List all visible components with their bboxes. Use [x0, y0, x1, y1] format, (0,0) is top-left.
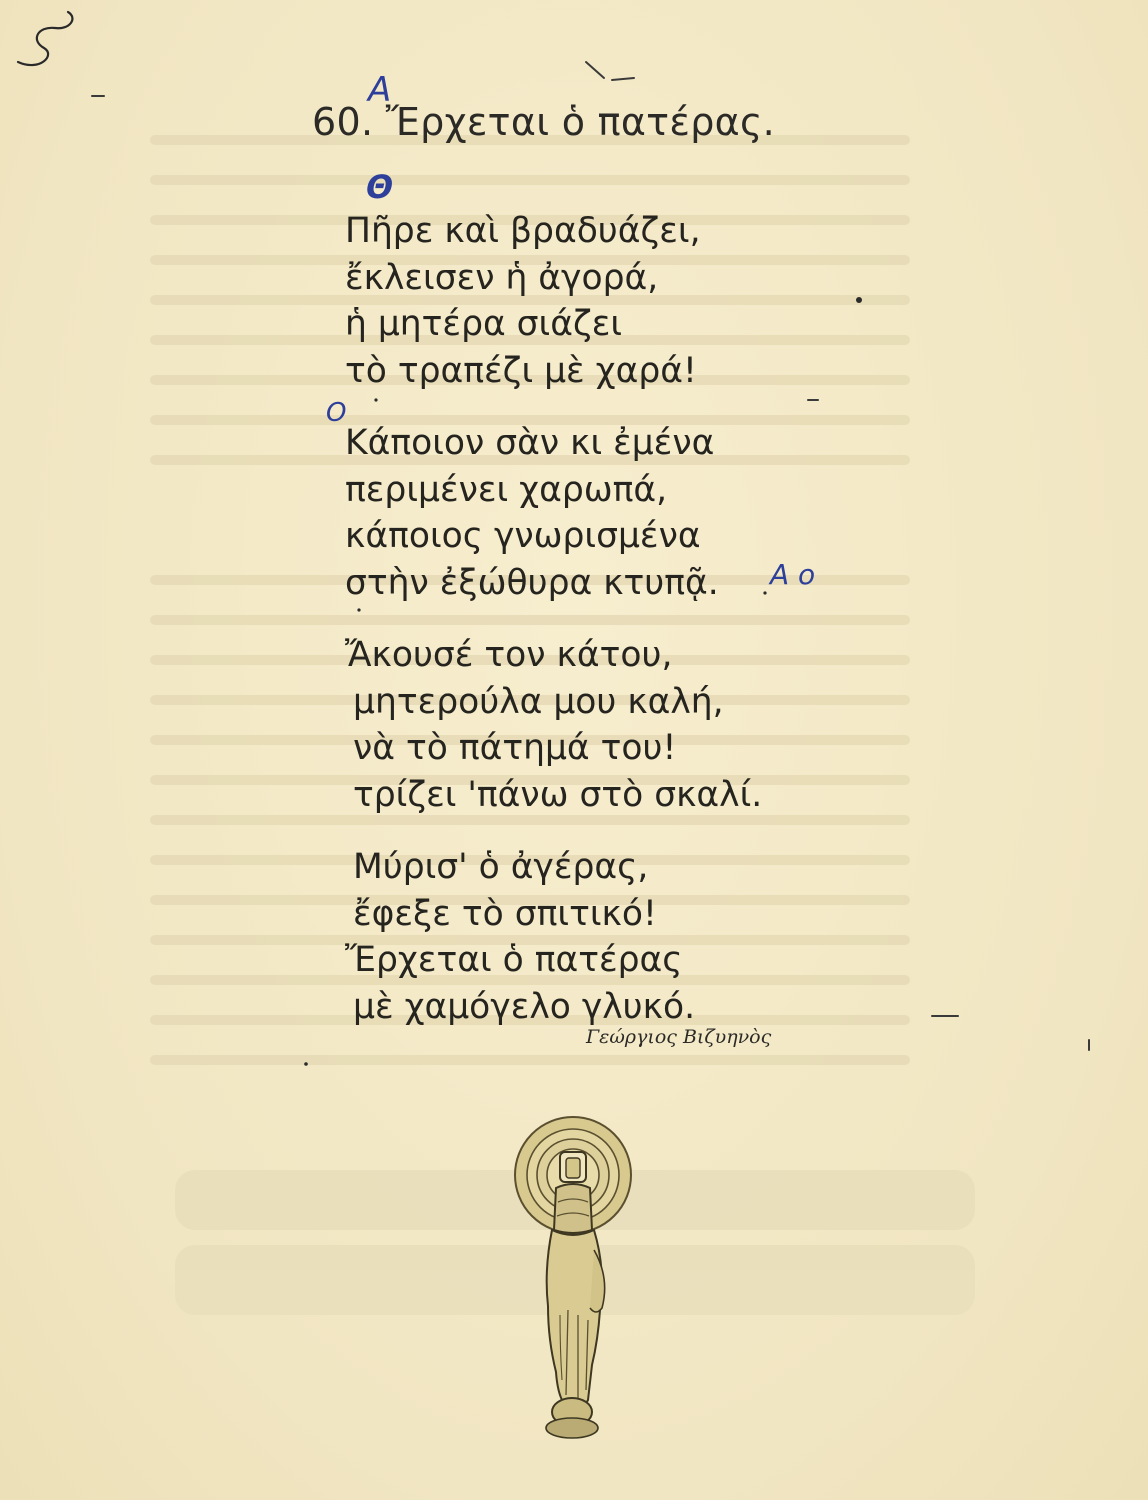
poem-line: ἡ μητέρα σιάζει: [345, 304, 623, 344]
poem-line: νὰ τὸ πάτημά του!: [353, 728, 677, 768]
poem-line: τὸ τραπέζι μὲ χαρά!: [345, 350, 697, 391]
poem-line: μὲ χαμόγελο γλυκό.: [353, 986, 696, 1027]
poem-line: Ἔρχεται ὁ πατέρας: [345, 940, 683, 980]
poem-line: Ἄκουσέ τον κάτου,: [345, 635, 673, 675]
poem-title: 60. Ἔρχεται ὁ πατέρας.: [312, 100, 775, 144]
stanza-1: [345, 208, 762, 394]
handwritten-letter-a: A: [368, 70, 392, 110]
stanza-4: [345, 844, 762, 1030]
stanza-3: [345, 632, 762, 818]
poem-line: μητερούλα μου καλή,: [353, 681, 724, 722]
poem-line: Μύρισ' ὁ ἀγέρας,: [353, 847, 649, 887]
poem-body: [345, 208, 762, 1056]
poem-author: Γεώργιος Βιζυηνὸς: [586, 1026, 772, 1048]
handwritten-letter-o: O: [326, 398, 347, 428]
stanza-2: [345, 420, 762, 606]
poem-line: κάποιος γνωρισμένα: [345, 516, 701, 556]
poem-line: ἔφεξε τὸ σπιτικό!: [353, 893, 657, 934]
poem-line: τρίζει 'πάνω στὸ σκαλί.: [353, 774, 763, 815]
poem-line: Πῆρε καὶ βραδυάζει,: [345, 211, 701, 251]
poem-line: Κάποιον σὰν κι ἐμένα: [345, 423, 715, 463]
handwritten-letter-theta: Θ: [366, 168, 394, 206]
handwritten-letters-ao: A o: [770, 558, 816, 591]
poem-line: περιμένει χαρωπά,: [345, 469, 668, 510]
poem-line: ἔκλεισεν ἡ ἀγορά,: [345, 257, 659, 298]
poem-line: στὴν ἐξώθυρα κτυπᾷ.: [345, 562, 719, 603]
door-knocker-hand-icon: [508, 1110, 638, 1440]
